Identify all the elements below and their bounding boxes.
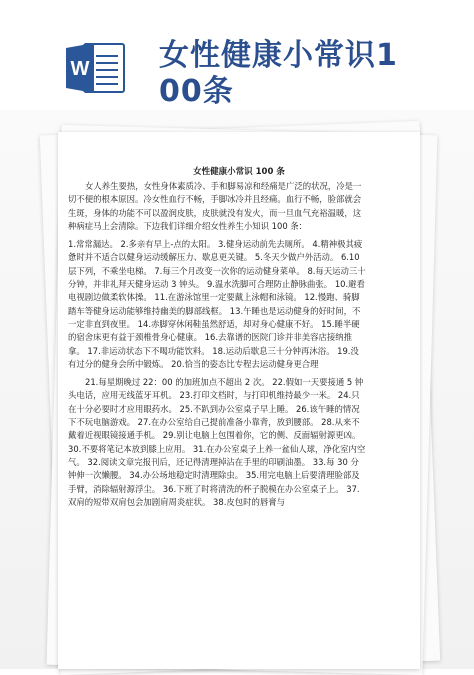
- paragraph-intro: 女人养生要热，女性身体素质冷、手和脚易凉和经痛是广泛的状况，冷是一切不便的根本原因。冷女性血行不畅，手脚冰冷并且经痛。血行不畅，脸部就会生斑，身体的功能不可以盈润皮肤，皮肤就没有发火，而一旦血气充裕温暖，这种病症马上会清除。下边我们详细介绍女性养生小知识 100 条：: [68, 181, 362, 231]
- banner: [0, 0, 474, 110]
- word-document-icon: [64, 40, 126, 96]
- word-icon-letter: W: [70, 58, 90, 80]
- page-title-line-1: 女性健康小常识1: [159, 38, 398, 73]
- document-body: [68, 180, 366, 514]
- document-title: 女性健康小常识 100 条: [193, 167, 285, 177]
- paragraph-list-2: 21.每星期晚过 22：00 的加班加点不超出 2 次。 22.假如一天要接通 5 钟头电话，应用无线蓝牙耳机。 23.打印文档时，与打印机维持最少一米。 24.只在十分必要时才应用眼药水。 25.不趴到办公室桌子早上睡。 26.该午睡的情况下不玩电脑游戏。 27.在办公室给自己提前准备小靠背，放到腰部。 28.从来不戴着近视眼镜接通手机。 29.别让电脑上包围着你，它的侧、反面辐射源更凶。 30.不要将笔记本放到膝上应用。 31.在办公室桌子上养一盆仙人球，净化室内空气。 32.阅读文章完报刊后，还记得清理掉沾在手里的印刷油墨。 33.每 30 分钟伸一次懒腰。 34.办公场地稳定时清理除虫。 35.用完电脑上后要清理脸部及手臂，消除辐射源浮尘。 36.下班了时将清洗的杯子脱模在办公室桌子上。 37.双肩的短带双肩包会加剧肩周炎症状。 38.皮包时的唇膏与: [68, 377, 366, 507]
- paragraph-list-1: 1.常常漏达。 2.多亲有早上-点的太阳。 3.健身运动前先去厕所。 4.精神极其疲惫时并不适合以健身运动缓解压力、歇息更关键。 5.冬天少做户外活动。 6.10 层下列，不乘坐电梯。 7.每三个月改变一次你的运动健身菜单。 8.每天运动三十分钟，并非礼拜天健身运动 3 钟头。 9.温水洗脚可合理防止静脉曲张。 10.避看电视剧边做柔软体操。 11.在游泳馆里一定要戴上泳帽和泳镜。 12.慢跑、骑脚踏车等健身运动能够维持幽美的脚部线框。 13.午睡也是运动健身的好时间，不一定非直到夜里。 14.赤脚穿休闲鞋虽然舒适，却对身心健康不好。 15.睡半硬的宿舍床更有益于颈椎骨身心健康。 16.去靠谱的医院门诊并非美容店接纳推拿。 17.非运动状态下不喝功能饮料。 18.运动后歇息三十分钟再沐浴。 19.没有过分的健身会所中锻炼。 20.恰当的姿态比专程去运动健身更合理: [68, 239, 366, 369]
- page-title-line-2: 00条: [159, 74, 234, 109]
